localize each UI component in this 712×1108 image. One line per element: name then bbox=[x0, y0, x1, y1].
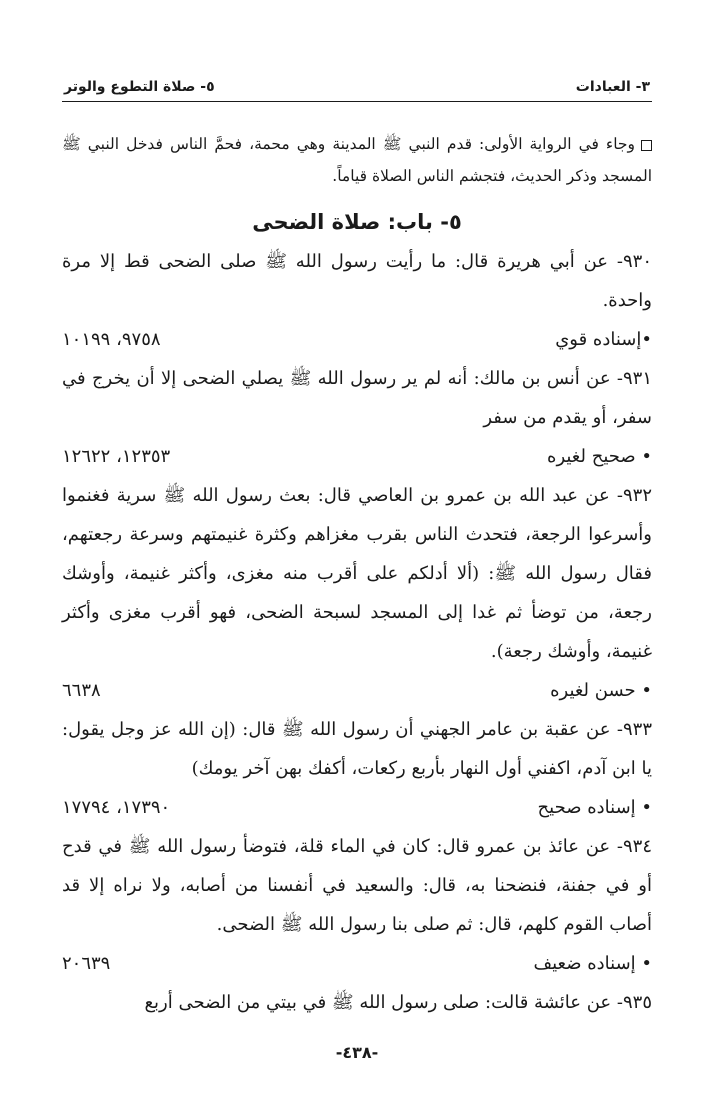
hadith-text: ٩٣٠- عن أبي هريرة قال: ما رأيت رسول الله ﷺ صلى الضحى قط إلا مرة واحدة. bbox=[62, 251, 652, 311]
hadith-grading bbox=[62, 944, 652, 983]
hadith-930 bbox=[62, 242, 652, 359]
book-page bbox=[62, 62, 652, 1062]
hadith-text: ٩٣٤- عن عائذ بن عمرو قال: كان في الماء قلة، فتوضأ رسول الله ﷺ في قدح أو في جفنة، فنضحنا به، قال: والسعيد في أنفسنا من أصابه، ولا نراه إلا قد أصاب القوم كلهم، قال: ثم صلى بنا رسول الله ﷺ الضحى. bbox=[62, 836, 652, 935]
square-bullet-icon bbox=[641, 140, 652, 151]
hadith-934 bbox=[62, 827, 652, 983]
hadith-933 bbox=[62, 710, 652, 827]
note-text: وجاء في الرواية الأولى: قدم النبي ﷺ المدينة وهي محمة، فحمَّ الناس فدخل النبي ﷺ المسجد وذكر الحديث، فتجشم الناس الصلاة قياماً. bbox=[62, 135, 652, 185]
grade-label: • صحيح لغيره bbox=[547, 446, 652, 467]
grade-refs: ٩٧٥٨، ١٠١٩٩ bbox=[62, 329, 161, 350]
hadith-text: ٩٣٥- عن عائشة قالت: صلى رسول الله ﷺ في بيتي من الضحى أربع bbox=[144, 992, 652, 1013]
grade-label: • إسناده ضعيف bbox=[533, 953, 652, 974]
hadith-text: ٩٣٣- عن عقبة بن عامر الجهني أن رسول الله ﷺ قال: (إن الله عز وجل يقول: يا ابن آدم، اكفني أول النهار بأربع ركعات، أكفك بهن آخر يومك) bbox=[62, 719, 652, 779]
narration-note bbox=[62, 128, 652, 192]
header-chapter: ٥- صلاة التطوع والوتر bbox=[64, 79, 215, 95]
page-number: -٤٣٨- bbox=[335, 1043, 379, 1062]
grade-refs: ١٢٣٥٣، ١٢٦٢٢ bbox=[62, 446, 171, 467]
hadith-931 bbox=[62, 359, 652, 476]
hadith-grading bbox=[62, 671, 652, 710]
hadith-text: ٩٣٢- عن عبد الله بن عمرو بن العاصي قال: بعث رسول الله ﷺ سرية فغنموا وأسرعوا الرجعة، فتحدث الناس بقرب مغزاهم وكثرة غنيمتهم وسرعة رجعتهم، فقال رسول الله ﷺ: (ألا أدلكم على أقرب منه مغزى، وأكثر غنيمة، وأوشك رجعة، من توضأ ثم غدا إلى المسجد لسبحة الضحى، فهو أقرب مغزى وأكثر غنيمة، وأوشك رجعة). bbox=[62, 485, 652, 662]
grade-label: •إسناده قوي bbox=[555, 329, 652, 350]
grade-label: • إسناده صحيح bbox=[537, 797, 652, 818]
running-header bbox=[62, 62, 652, 102]
hadith-text: ٩٣١- عن أنس بن مالك: أنه لم ير رسول الله ﷺ يصلي الضحى إلا أن يخرج في سفر، أو يقدم من سفر bbox=[62, 368, 652, 428]
grade-refs: ١٧٣٩٠، ١٧٧٩٤ bbox=[62, 797, 171, 818]
chapter-title: ٥- باب: صلاة الضحى bbox=[252, 210, 462, 234]
grade-refs: ٢٠٦٣٩ bbox=[62, 953, 111, 974]
hadith-935 bbox=[62, 983, 652, 1022]
grade-label: • حسن لغيره bbox=[550, 680, 652, 701]
grade-refs: ٦٦٣٨ bbox=[62, 680, 101, 701]
hadith-grading bbox=[62, 320, 652, 359]
header-section: ٣- العبادات bbox=[575, 79, 650, 95]
hadith-grading bbox=[62, 788, 652, 827]
hadith-932 bbox=[62, 476, 652, 710]
hadith-grading bbox=[62, 437, 652, 476]
